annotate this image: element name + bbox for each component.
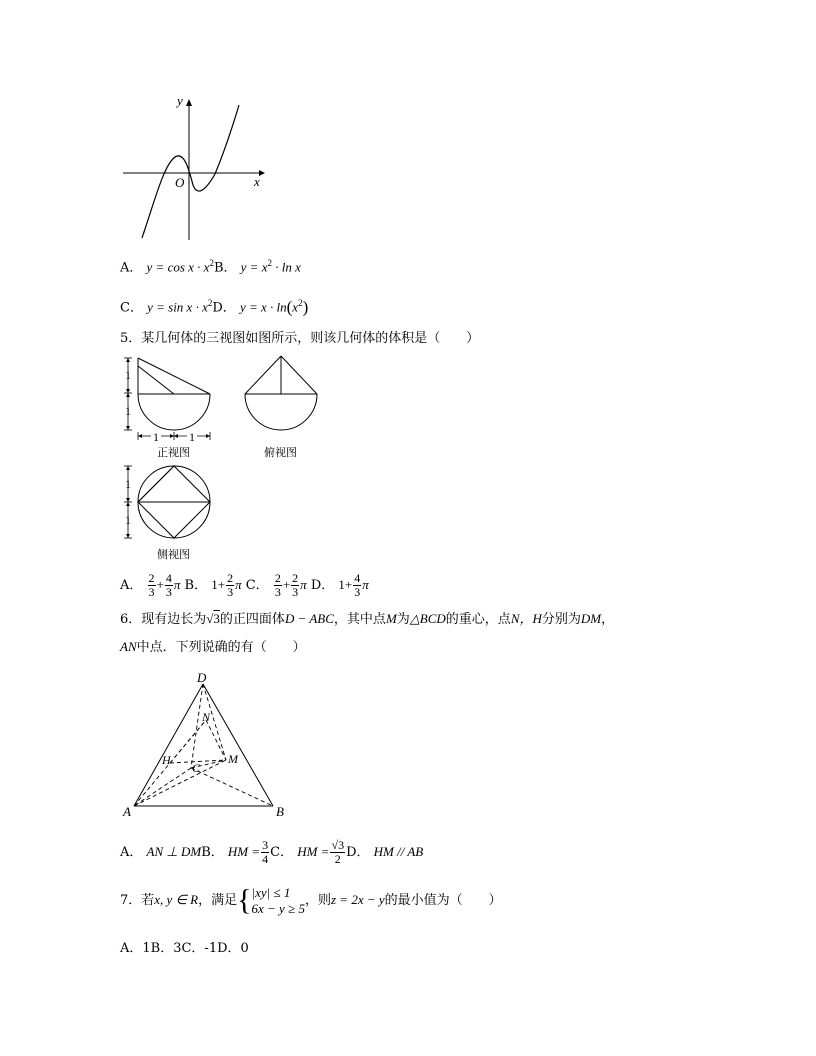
q5-options	[120, 570, 369, 601]
q5-stem: 5．某几何体的三视图如图所示，则该几何体的体积是（ ）	[120, 331, 480, 346]
q4-option-d-expr: y = x · ln	[239, 299, 287, 315]
q7-stem-part: 7．若	[120, 893, 155, 908]
q6-tetra-name: D − ABC	[284, 611, 334, 626]
q6-stem-part: 的重心，点	[445, 612, 511, 627]
q4-options-row1	[120, 254, 301, 277]
origin-label: O	[175, 175, 185, 190]
y-axis-label: y	[177, 93, 183, 108]
label-D: D	[197, 670, 207, 685]
q5-option-b-letter: B．	[184, 578, 208, 593]
q5-a-frac1: $\frac{2}{3}$	[148, 571, 155, 599]
q7-system	[252, 885, 305, 917]
q4-option-a-sup: 2	[209, 258, 214, 268]
q6-option-d-expr: HM // AB	[373, 844, 424, 859]
q5-d-pi: π	[362, 577, 369, 592]
q4-option-b-sup: 2	[267, 258, 272, 268]
q7-vars: x, y ∈ R	[154, 892, 199, 907]
q5-d-frac: $\frac{4}{3}$	[354, 571, 361, 599]
q4-option-a-expr: y = cos x · x	[146, 259, 210, 275]
q6-seg-dm: DM	[580, 611, 602, 626]
label-N: N	[202, 710, 211, 724]
q6-point-m: M	[385, 611, 397, 626]
label-B: B	[276, 804, 284, 819]
q4-option-b-expr: y = x	[240, 259, 268, 275]
function-curve	[142, 105, 239, 238]
q5-option-c-letter: C．	[245, 578, 269, 593]
q5-c-pi: π	[300, 577, 307, 592]
q4-option-a-letter: A．	[120, 260, 143, 276]
side-dim-top: 1	[125, 477, 131, 491]
q4-options-row2: C． $y = \sin x \cdot x^2D$． $y = x \cdot \ln(x^2)$	[120, 297, 309, 317]
front-dim-right: 1	[189, 430, 195, 442]
q6-stem-line2	[120, 638, 306, 657]
q7-stem-part: 的最小值为（ ）	[384, 893, 502, 908]
q5-c-frac1: $\frac{2}{3}$	[274, 571, 281, 599]
x-axis-label: x	[254, 174, 260, 189]
q6-b-frac: $\frac{3}{4}$	[262, 838, 269, 866]
q6-seg-an: AN	[120, 639, 137, 654]
q5-d-lead: 1+	[338, 577, 353, 592]
q5-b-frac: $\frac{2}{3}$	[227, 571, 234, 599]
q5-b-pi: π	[235, 577, 242, 592]
q6-stem-part: 为	[396, 612, 410, 627]
q5-option-d-letter: D．	[310, 578, 335, 593]
q5-option-a-letter: A．	[120, 578, 143, 593]
q5-c-frac2: $\frac{2}{3}$	[292, 571, 299, 599]
q6-stem-part: 分别为	[541, 612, 581, 627]
q6-points-nh: N，H	[510, 611, 542, 626]
q7-options: A．1B．3C．-1D．0	[120, 941, 249, 956]
q6-c-frac: $\frac{√3}{2}$	[331, 838, 345, 866]
label-C: C	[192, 761, 201, 775]
q5-top-view	[240, 352, 350, 432]
q6-stem-part: ，	[601, 612, 615, 627]
q4-option-b-letter: B．	[213, 260, 237, 276]
x-axis-arrow	[259, 170, 265, 176]
front-dim-top: 1	[125, 368, 131, 382]
q5-front-view	[118, 352, 218, 442]
q6-option-c-lhs: HM =	[297, 844, 330, 859]
label-A: A	[123, 804, 131, 819]
q6-stem-part: 的正四面体	[219, 612, 285, 627]
q4-option-c-sup: 2	[207, 298, 213, 308]
q6-option-a-letter: A．	[120, 845, 143, 860]
q7-stem: 7．若x, y ∈ R，满足{ |xy| ≤ 1 6x − y ≥ 5 ，则z = 2x − y的最小值为（ ）	[120, 883, 502, 917]
q5-c-plus: +	[282, 577, 291, 592]
q4-option-b-tail: · ln x	[271, 259, 301, 275]
q6-option-b-letter: B．	[201, 845, 224, 860]
q6-options	[120, 836, 423, 869]
q6-stem-part: ，其中点	[333, 612, 386, 627]
q5-side-view	[118, 462, 218, 544]
q4-option-d-inner: x	[292, 299, 299, 315]
q5-a-plus: +	[156, 577, 164, 592]
q5-a-pi: π	[173, 577, 181, 592]
front-dim-left: 1	[153, 430, 159, 442]
q4-option-c-letter: C．	[120, 300, 143, 316]
front-view-label: 正视图	[157, 446, 190, 459]
q7-sys-1: |xy| ≤ 1	[251, 884, 291, 900]
q6-stem-part: 6．现有边长为	[120, 612, 207, 627]
q6-tetrahedron-figure	[118, 668, 298, 820]
q6-option-b-lhs: HM =	[227, 844, 261, 859]
q6-stem-line1	[120, 610, 614, 629]
q7-stem-part: ，则	[304, 893, 331, 908]
q4-option-d-sup: 2	[298, 298, 303, 308]
q7-objective: z = 2x − y	[330, 892, 385, 907]
q4-option-c-expr: y = sin x · x	[147, 299, 208, 315]
top-view-label: 俯视图	[264, 446, 297, 459]
q7-stem-part: ，满足	[198, 893, 238, 908]
side-dim-bottom: 1	[125, 513, 131, 527]
q4-option-d-letter: D．	[212, 300, 236, 316]
q6-option-c-letter: C．	[270, 845, 294, 860]
q6-triangle: △BCD	[409, 611, 446, 626]
front-dim-bottom: 1	[125, 404, 131, 418]
label-M: M	[228, 752, 238, 766]
q6-option-a-expr: AN ⊥ DM	[146, 844, 202, 859]
q6-sqrt: √3	[206, 611, 220, 626]
q5-a-frac2: $\frac{4}{3}$	[165, 571, 172, 599]
side-view-label: 侧视图	[157, 548, 190, 561]
q4-function-graph	[115, 90, 275, 245]
q6-option-d-letter: D．	[346, 845, 370, 860]
label-H: H	[162, 753, 171, 767]
q5-b-lead: 1+	[211, 577, 226, 592]
q6-stem-part: 中点．下列说确的有（ ）	[136, 640, 306, 655]
q7-sys-2: 6x − y ≥ 5	[251, 900, 305, 916]
y-axis-arrow	[186, 99, 192, 106]
